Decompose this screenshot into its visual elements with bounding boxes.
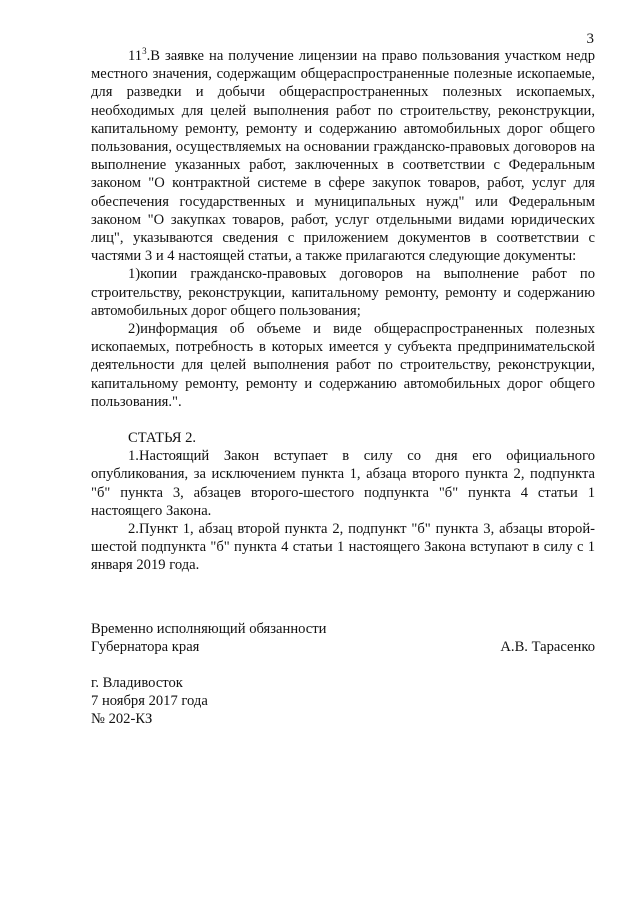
page-number: 3 — [586, 31, 594, 47]
clause-item-1: 1)копии гражданско-правовых договоров на выполнение работ по строительству, реконструкции, капитальному ремонту, ремонту и содержанию автомобильных дорог общего пользования; — [91, 266, 595, 319]
signature-block — [91, 620, 595, 656]
article-2-paragraph-2: 2.Пункт 1, абзац второй пункта 2, подпункт "б" пункта 3, абзацы второй-шестой подпункта "б" пункта 4 статьи 1 настоящего Закона вступают в силу с 1 января 2019 года. — [91, 521, 595, 574]
signer-position-line-2: Губернатора края — [91, 639, 200, 656]
clause-number: 11 — [128, 48, 143, 64]
signer-position-line-1: Временно исполняющий обязанности — [91, 621, 327, 637]
clause-item-2: 2)информация об объеме и виде общераспространенных полезных ископаемых, потребность в которых имеется у субъекта предпринимательской деятельности для целей выполнения работ по строительству, реконструкции, капитальному ремонту, ремонту и содержанию автомобильных дорог общего пользования.". — [91, 321, 595, 410]
document-body — [91, 47, 595, 575]
clause-superscript: 3 — [142, 46, 147, 56]
city: г. Владивосток — [91, 675, 183, 691]
article-2-title: СТАТЬЯ 2. — [128, 430, 197, 447]
signer-name: А.В. Тарасенко — [500, 639, 595, 656]
place-date-block — [91, 674, 208, 729]
date: 7 ноября 2017 года — [91, 693, 208, 710]
article-2-paragraph-1: 1.Настоящий Закон вступает в силу со дня его официального опубликования, за исключением пункта 1, абзаца второго пункта 2, подпункта "б" пункта 3, абзацев второго-шестого подпункта "б" пункта 4 статьи 1 настоящего Закона. — [91, 448, 595, 519]
signature-row — [91, 638, 595, 656]
spacer — [91, 411, 595, 429]
law-number: № 202-КЗ — [91, 711, 153, 728]
clause-11-3 — [91, 47, 595, 265]
clause-text: .В заявке на получение лицензии на право пользования участком недр местного значения, содержащим общераспространенные полезные ископаемые, для разведки и добычи общераспространенных полезных ископаемых, необходимых для целей выполнения работ по строительству, реконструкции, капитальному ремонту, ремонту и содержанию автомобильных дорог общего пользования, осуществляемых на основании гражданско-правовых договоров на выполнение указанных работ, заключенных в соответствии с Федеральным законом "О контрактной системе в сфере закупок товаров, работ, услуг для обеспечения государственных и муниципальных нужд" или Федеральным законом "О закупках товаров, работ, услуг отдельными видами юридических лиц", указываются сведения с приложением документов в соответствии с частями 3 и 4 настоящей статьи, а также прилагаются следующие документы: — [91, 48, 595, 265]
